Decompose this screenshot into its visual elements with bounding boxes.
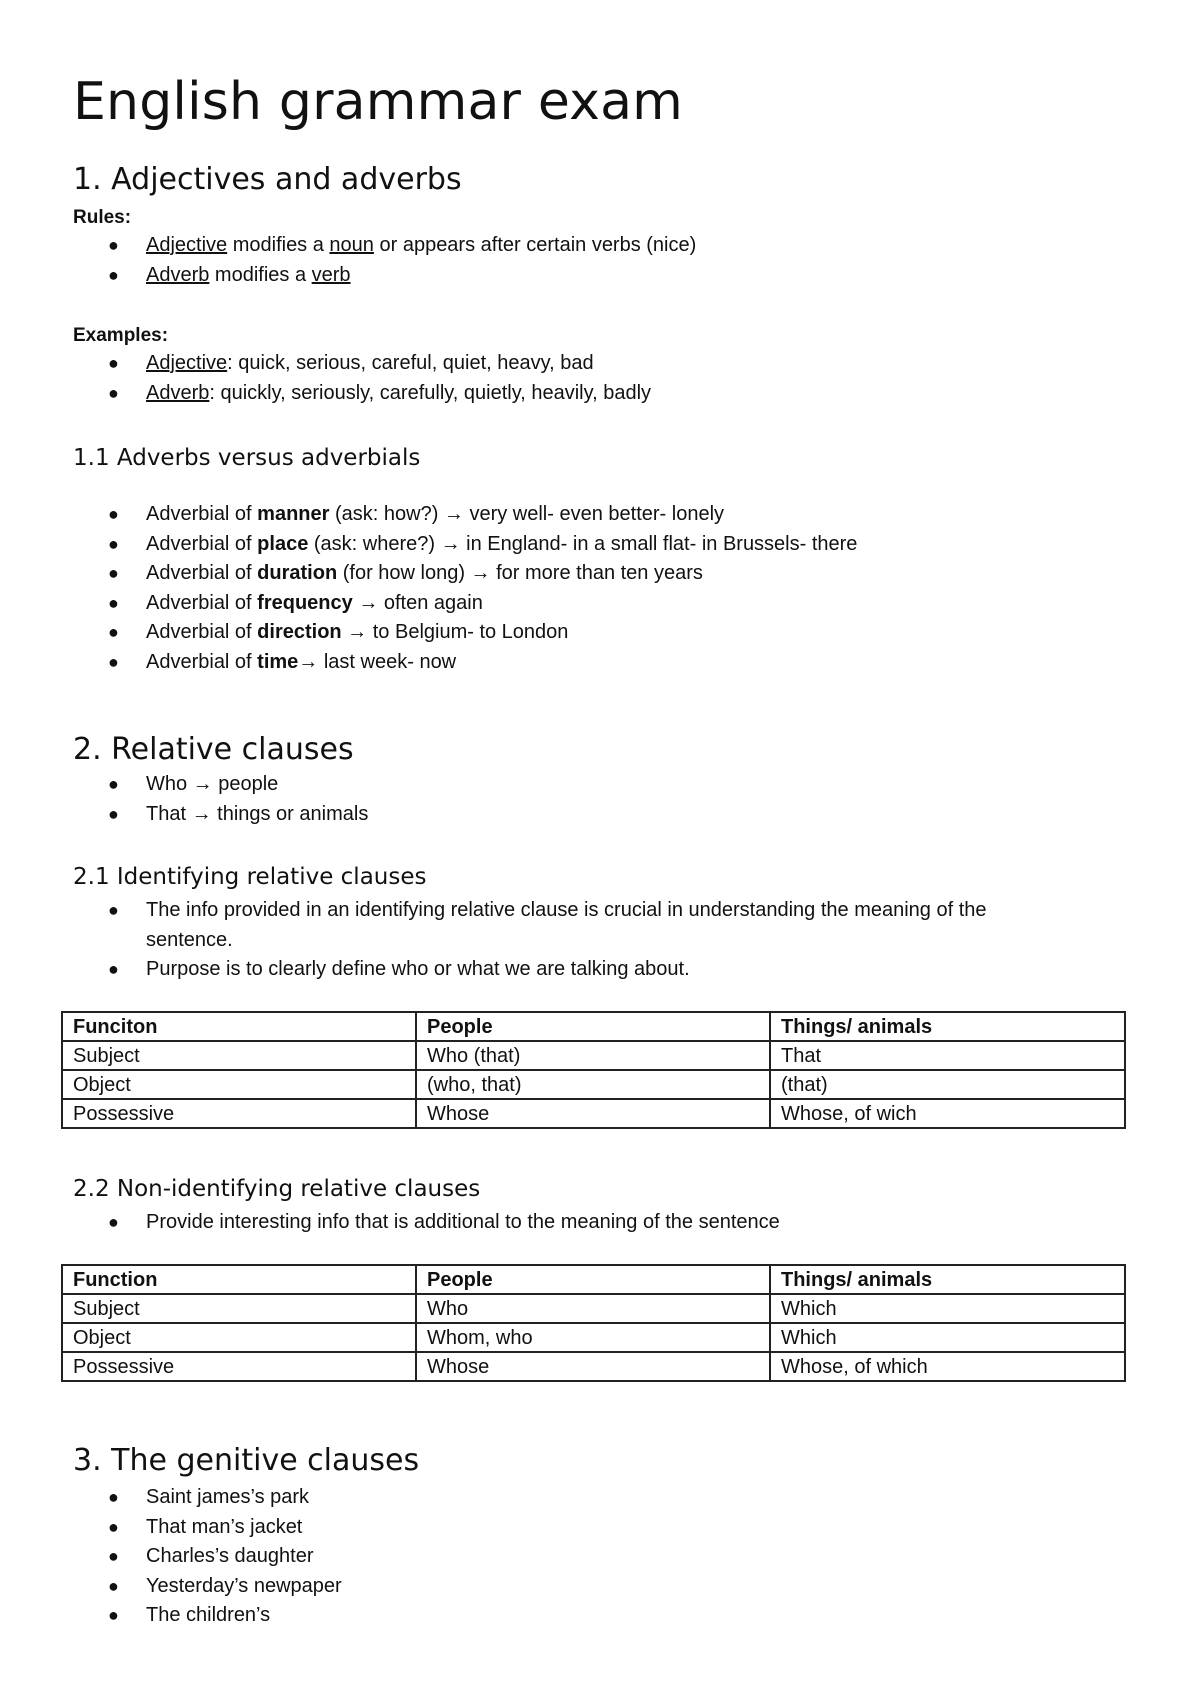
list-item xyxy=(73,1601,1103,1631)
list-item xyxy=(73,1542,1103,1572)
term-adverb: Adverb xyxy=(146,381,210,404)
table-header-cell: People xyxy=(416,1012,770,1041)
list-item-text: That man’s jacket xyxy=(146,1515,303,1538)
text-fragment: modifies a xyxy=(209,263,312,286)
bullet-icon: ● xyxy=(108,1575,119,1596)
list-item-text: sentence. xyxy=(146,928,233,951)
text-fragment: : quick, serious, careful, quiet, heavy, bad xyxy=(227,352,594,374)
table-cell: Whose, of which xyxy=(770,1352,1125,1381)
list-item-text: Charles’s daughter xyxy=(146,1545,314,1567)
table-cell: Which xyxy=(770,1294,1125,1323)
text-fragment: Adverbial of xyxy=(146,532,258,555)
list-item xyxy=(73,955,1103,985)
rules-list xyxy=(73,231,1103,290)
table-row xyxy=(62,1099,1125,1128)
table-cell: Object xyxy=(62,1070,416,1099)
term-noun: noun xyxy=(329,234,374,256)
list-item-text: Provide interesting info that is additional to the meaning of the sentence xyxy=(146,1211,780,1233)
bullet-icon: ● xyxy=(108,959,119,979)
bullet-icon: ● xyxy=(108,235,119,255)
heading-relative-clauses: 2. Relative clauses xyxy=(73,732,354,767)
identifying-clauses-table xyxy=(61,1011,1126,1129)
adverbial-type: time xyxy=(257,650,299,673)
non-identifying-clauses-table xyxy=(61,1264,1126,1382)
table-row xyxy=(62,1294,1125,1323)
list-item xyxy=(73,1483,1103,1513)
bullet-icon: ● xyxy=(108,592,119,613)
table-row xyxy=(62,1041,1125,1070)
bullet-icon: ● xyxy=(108,504,119,524)
table-header-row xyxy=(62,1012,1125,1041)
list-item xyxy=(73,500,1103,530)
document-title: English grammar exam xyxy=(73,72,683,132)
table-cell: Subject xyxy=(62,1041,416,1070)
list-item xyxy=(73,618,1103,648)
list-item xyxy=(73,559,1103,589)
text-fragment: → last week- now xyxy=(298,650,457,673)
bullet-icon: ● xyxy=(108,1605,119,1625)
list-item xyxy=(73,770,1103,800)
term-adverb: Adverb xyxy=(146,263,210,286)
adverbial-type: frequency xyxy=(257,591,353,614)
table-cell: Whose xyxy=(416,1099,770,1128)
table-cell: Which xyxy=(770,1323,1125,1352)
text-fragment: or appears after certain verbs (nice) xyxy=(373,234,697,256)
list-item-text: Yesterday’s newpaper xyxy=(146,1574,342,1597)
relative-list xyxy=(73,770,1103,829)
text-fragment: Adverbial of xyxy=(146,621,258,643)
list-item-text: Who → people xyxy=(146,773,279,795)
adverbial-type: manner xyxy=(257,503,330,525)
bullet-icon: ● xyxy=(108,900,119,920)
adverbials-list xyxy=(73,500,1103,677)
table-cell: Whose, of wich xyxy=(770,1099,1125,1128)
table-cell: Object xyxy=(62,1323,416,1352)
list-item-text: That → things or animals xyxy=(146,802,369,825)
term-adjective: Adjective xyxy=(146,234,228,256)
bullet-icon: ● xyxy=(108,353,119,373)
identifying-list xyxy=(73,896,1103,985)
table-cell: That xyxy=(770,1041,1125,1070)
bullet-icon: ● xyxy=(108,1487,119,1507)
heading-non-identifying-relative-clauses: 2.2 Non-identifying relative clauses xyxy=(73,1176,481,1202)
table-cell: Whose xyxy=(416,1352,770,1381)
heading-adjectives-adverbs: 1. Adjectives and adverbs xyxy=(73,162,462,197)
text-fragment: Adverbial of xyxy=(146,503,258,525)
bullet-icon: ● xyxy=(108,622,119,642)
table-header-row xyxy=(62,1265,1125,1294)
text-fragment: Adverbial of xyxy=(146,562,258,584)
table-header-cell: Function xyxy=(62,1265,416,1294)
list-item xyxy=(73,379,1103,409)
text-fragment: (ask: where?) → in England- in a small flat- in Brussels- there xyxy=(308,532,858,555)
text-fragment: modifies a xyxy=(227,234,330,256)
table-cell: Who (that) xyxy=(416,1041,770,1070)
text-fragment: Adverbial of xyxy=(146,591,258,614)
list-item xyxy=(73,896,1103,955)
term-verb: verb xyxy=(311,263,351,286)
bullet-icon: ● xyxy=(108,533,119,554)
table-header-cell: Things/ animals xyxy=(770,1012,1125,1041)
table-header-cell: Funciton xyxy=(62,1012,416,1041)
list-item xyxy=(73,1513,1103,1543)
bullet-icon: ● xyxy=(108,1516,119,1537)
list-item xyxy=(73,800,1103,830)
text-fragment: → to Belgium- to London xyxy=(341,621,569,643)
bullet-icon: ● xyxy=(108,382,119,403)
bullet-icon: ● xyxy=(108,264,119,285)
rules-label: Rules: xyxy=(73,207,132,228)
bullet-icon: ● xyxy=(108,774,119,794)
bullet-icon: ● xyxy=(108,803,119,824)
non-identifying-list xyxy=(73,1208,1103,1238)
table-cell: (that) xyxy=(770,1070,1125,1099)
list-item xyxy=(73,1208,1103,1238)
genitive-list xyxy=(73,1483,1103,1631)
table-row xyxy=(62,1070,1125,1099)
list-item-text: The children’s xyxy=(146,1604,271,1626)
bullet-icon: ● xyxy=(108,563,119,583)
list-item-text: Purpose is to clearly define who or what we are talking about. xyxy=(146,958,690,980)
text-fragment: (ask: how?) → very well- even better- lonely xyxy=(329,503,725,525)
table-cell: (who, that) xyxy=(416,1070,770,1099)
adverbial-type: direction xyxy=(257,621,342,643)
bullet-icon: ● xyxy=(108,1212,119,1232)
heading-adverbs-vs-adverbials: 1.1 Adverbs versus adverbials xyxy=(73,445,421,471)
adverbial-type: duration xyxy=(257,562,338,584)
table-row xyxy=(62,1323,1125,1352)
term-adjective: Adjective xyxy=(146,352,228,374)
list-item-text: The info provided in an identifying relative clause is crucial in understanding the meaning of the xyxy=(146,899,987,921)
table-cell: Subject xyxy=(62,1294,416,1323)
list-item xyxy=(73,530,1103,560)
text-fragment: : quickly, seriously, carefully, quietly, heavily, badly xyxy=(209,381,652,404)
table-header-cell: Things/ animals xyxy=(770,1265,1125,1294)
heading-genitive-clauses: 3. The genitive clauses xyxy=(73,1443,420,1478)
list-item xyxy=(73,349,1103,379)
adverbial-type: place xyxy=(257,532,309,555)
list-item-text: Saint james’s park xyxy=(146,1486,310,1508)
list-item xyxy=(73,648,1103,678)
table-header-cell: People xyxy=(416,1265,770,1294)
list-item xyxy=(73,261,1103,291)
list-item xyxy=(73,1572,1103,1602)
table-cell: Possessive xyxy=(62,1099,416,1128)
table-cell: Who xyxy=(416,1294,770,1323)
examples-label: Examples: xyxy=(73,325,169,346)
bullet-icon: ● xyxy=(108,1546,119,1566)
text-fragment: (for how long) → for more than ten years xyxy=(337,562,703,584)
bullet-icon: ● xyxy=(108,651,119,672)
list-item xyxy=(73,231,1103,261)
text-fragment: → often again xyxy=(352,591,483,614)
heading-identifying-relative-clauses: 2.1 Identifying relative clauses xyxy=(73,864,427,890)
list-item xyxy=(73,589,1103,619)
text-fragment: Adverbial of xyxy=(146,650,258,673)
examples-list xyxy=(73,349,1103,408)
table-cell: Whom, who xyxy=(416,1323,770,1352)
table-row xyxy=(62,1352,1125,1381)
table-cell: Possessive xyxy=(62,1352,416,1381)
